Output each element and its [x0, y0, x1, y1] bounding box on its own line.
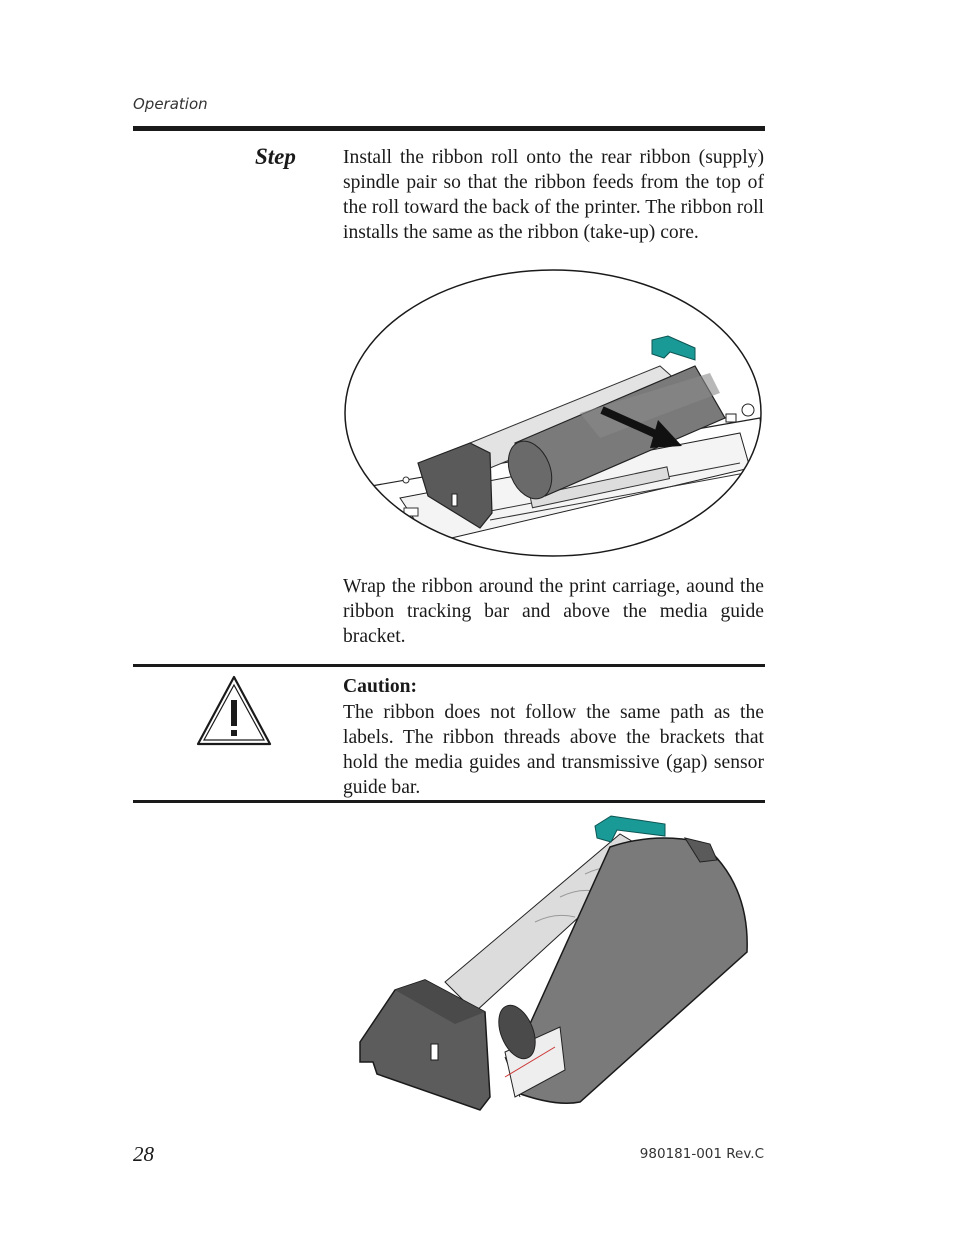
ribbon-install-illustration — [340, 268, 770, 568]
ribbon-wrap-illustration — [355, 812, 755, 1112]
top-rule — [133, 126, 765, 131]
step-label: Step — [255, 144, 296, 169]
caution-text: The ribbon does not follow the same path as the labels. The ribbon threads above the brackets that hold the media guides and transmissive (gap) sensor guide bar. — [343, 702, 764, 798]
step-instruction: Install the ribbon roll onto the rear ribbon (supply) spindle pair so that the ribbon feeds from the top of the roll toward the back of the printer. The ribbon roll installs the same as the ribbon (take-up) core. — [343, 147, 764, 243]
document-id: 980181-001 Rev.C — [639, 1146, 764, 1162]
section-header: Operation — [133, 95, 208, 113]
page-number: 28 — [133, 1142, 154, 1166]
caution-top-rule — [133, 664, 765, 667]
warning-triangle-icon — [195, 674, 273, 748]
caution-title: Caution: — [343, 676, 418, 697]
caution-bottom-rule — [133, 800, 765, 803]
wrap-instruction: Wrap the ribbon around the print carriage, aound the ribbon tracking bar and above the media guide bracket. — [343, 576, 764, 647]
